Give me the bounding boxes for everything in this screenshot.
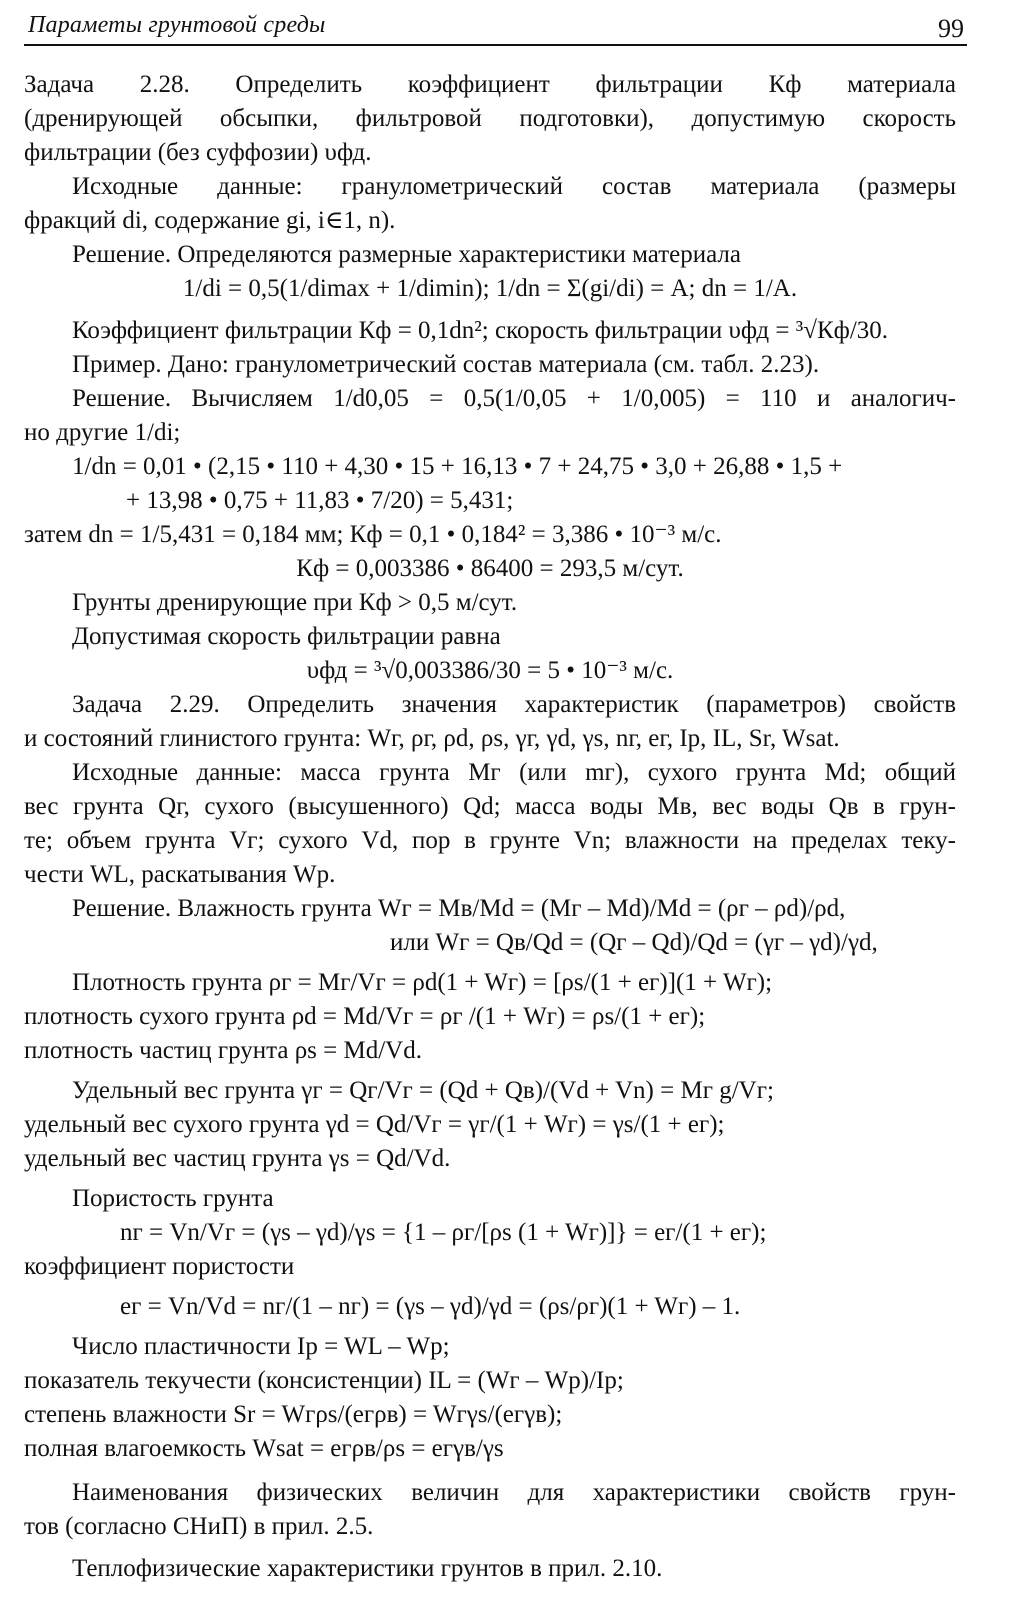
text-line: Наименования физических величин для характеристики свойств грун- [72,1479,956,1506]
text-line: те; объем грунта Vг; сухого Vd, пор в грунте Vn; влажности на пределах теку- [24,827,956,854]
text-line: показатель текучести (консистенции) IL = (Wг – Wp)/Ip; [24,1367,624,1394]
text-line: Коэффициент фильтрации Кф = 0,1dn²; скорость фильтрации υфд = ³√Кф/30. [72,317,889,344]
formula-line: nг = Vn/Vг = (γs – γd)/γs = {1 – ρг/[ρs (1 + Wг)]} = eг/(1 + eг); [120,1219,767,1246]
text-line: затем dn = 1/5,431 = 0,184 мм; Кф = 0,1 • 0,184² = 3,386 • 10⁻³ м/с. [24,521,722,548]
formula-line: 1/di = 0,5(1/dimax + 1/dimin); 1/dn = Σ(gi/di) = A; dn = 1/A. [182,275,798,302]
page-number: 99 [938,14,964,43]
formula-line: Кф = 0,003386 • 86400 = 293,5 м/сут. [296,555,684,582]
text-line: Исходные данные: масса грунта Mг (или mг), сухого грунта Md; общий [72,759,956,786]
text-line: Решение. Вычисляем 1/d0,05 = 0,5(1/0,05 + 1/0,005) = 110 и аналогич- [72,385,956,412]
formula-line: + 13,98 • 0,75 + 11,83 • 7/20) = 5,431; [126,487,514,514]
text-line: Пример. Дано: гранулометрический состав материала (см. табл. 2.23). [72,351,820,378]
text-line: Решение. Определяются размерные характеристики материала [72,241,741,268]
formula-line: eг = Vn/Vd = nг/(1 – nг) = (γs – γd)/γd = (ρs/ρг)(1 + Wг) – 1. [120,1293,741,1320]
text-line: плотность частиц грунта ρs = Md/Vd. [24,1037,422,1064]
text-line: фракций di, содержание gi, i∈1, n). [24,207,396,234]
text-line: (дренирующей обсыпки, фильтровой подготовки), допустимую скорость [24,105,956,132]
text-line: Пористость грунта [72,1185,274,1212]
text-line: Решение. Влажность грунта Wг = Mв/Md = (Mг – Md)/Md = (ρг – ρd)/ρd, [72,895,846,922]
formula-line: 1/dn = 0,01 • (2,15 • 110 + 4,30 • 15 + 16,13 • 7 + 24,75 • 3,0 + 26,88 • 1,5 + [72,453,843,480]
text-line: и состояний глинистого грунта: Wг, ρг, ρd, ρs, γг, γd, γs, nг, eг, Ip, IL, Sr, Wsat. [24,725,840,752]
formula-line: или Wг = Qв/Qd = (Qг – Qd)/Qd = (γг – γd)/γd, [390,929,878,956]
text-line: Задача 2.28. Определить коэффициент фильтрации Кф материала [24,71,956,98]
text-line: полная влагоемкость Wsat = eгρв/ρs = eгγв/γs [24,1435,504,1462]
text-line: коэффициент пористости [24,1253,295,1280]
text-line: удельный вес сухого грунта γd = Qd/Vг = γг/(1 + Wг) = γs/(1 + eг); [24,1111,725,1138]
text-line: вес грунта Qг, сухого (высушенного) Qd; масса воды Mв, вес воды Qв в грун- [24,793,956,820]
formula-line: υфд = ³√0,003386/30 = 5 • 10⁻³ м/с. [306,657,674,684]
text-line: Число пластичности Ip = WL – Wp; [72,1333,450,1360]
text-line: Теплофизические характеристики грунтов в прил. 2.10. [72,1555,663,1582]
text-line: но другие 1/di; [24,419,181,446]
text-line: степень влажности Sr = Wгρs/(eгρв) = Wгγs/(eгγв); [24,1401,563,1428]
text-line: Плотность грунта ρг = Mг/Vг = ρd(1 + Wг) = [ρs/(1 + eг)](1 + Wг); [72,969,773,996]
text-line: тов (согласно СНиП) в прил. 2.5. [24,1513,374,1540]
text-line: удельный вес частиц грунта γs = Qd/Vd. [24,1145,451,1172]
text-line: плотность сухого грунта ρd = Md/Vг = ρг /(1 + Wг) = ρs/(1 + eг); [24,1003,706,1030]
text-line: Удельный вес грунта γг = Qг/Vг = (Qd + Qв)/(Vd + Vn) = Mг g/Vг; [72,1077,774,1104]
text-line: Допустимая скорость фильтрации равна [72,623,501,650]
text-line: фильтрации (без суффозии) υфд. [24,139,372,166]
text-line: Грунты дренирующие при Кф > 0,5 м/сут. [72,589,518,616]
text-line: Исходные данные: гранулометрический состав материала (размеры [72,173,956,200]
text-line: Задача 2.29. Определить значения характеристик (параметров) свойств [72,691,956,718]
header-divider [24,44,967,46]
running-header-title: Параметы грунтовой среды [28,12,326,38]
text-line: чести WL, раскатывания Wp. [24,861,336,888]
